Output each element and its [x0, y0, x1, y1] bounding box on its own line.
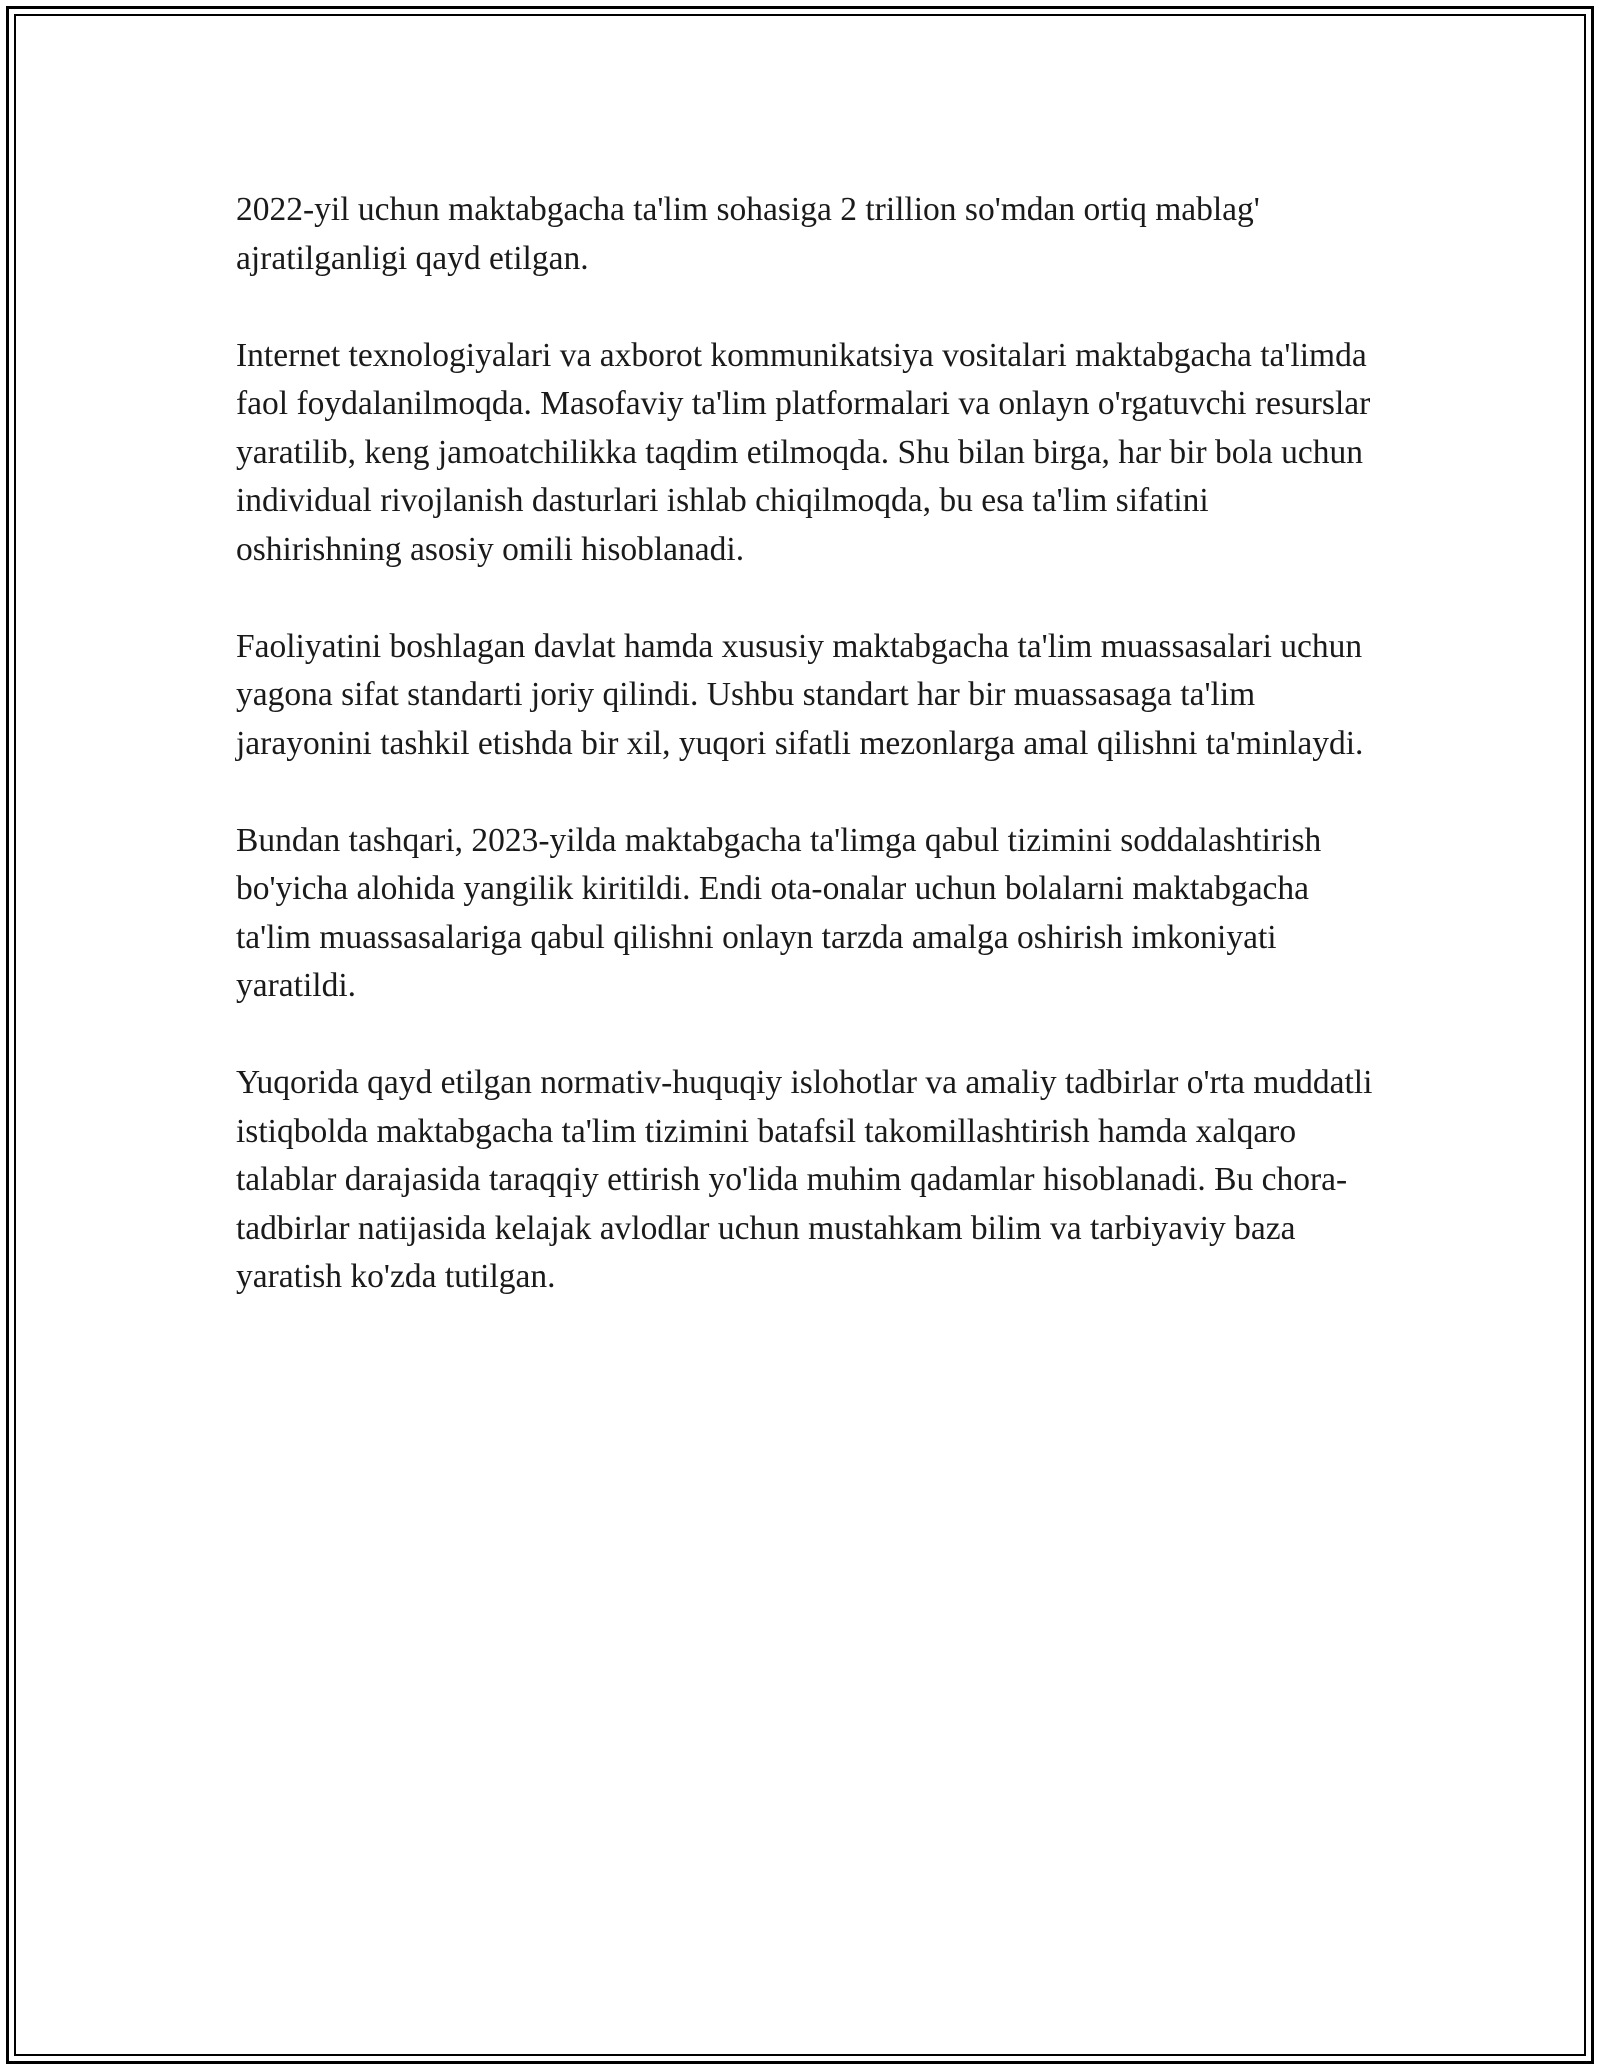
paragraph-2: Internet texnologiyalari va axborot kommunikatsiya vositalari maktabgacha ta'limda faol foydalanilmoqda. Masofaviy ta'lim platformalari va onlayn o'rgatuvchi resurslar yaratilib, keng jamoatchilikka taqdim etilmoqda. Shu bilan birga, har bir bola uchun individual rivojlanish dasturlari ishlab chiqilmoqda, bu esa ta'lim sifatini oshirishning asosiy omili hisoblanadi. — [236, 336, 1371, 568]
paragraph-4: Bundan tashqari, 2023-yilda maktabgacha ta'limga qabul tizimini soddalashtirish bo'yicha alohida yangilik kiritildi. Endi ota-onalar uchun bolalarni maktabgacha ta'lim muassasalariga qabul qilishni onlayn tarzda amalga oshirish imkoniyati yaratildi. — [236, 821, 1322, 1004]
paragraph-3: Faoliyatini boshlagan davlat hamda xususiy maktabgacha ta'lim muassasalari uchun yagona sifat standarti joriy qilindi. Ushbu standart har bir muassasaga ta'lim jarayonini tashkil etishda bir xil, yuqori sifatli mezonlarga amal qilishni ta'minlaydi. — [236, 627, 1364, 762]
paragraph-5: Yuqorida qayd etilgan normativ-huquqiy islohotlar va amaliy tadbirlar o'rta muddatli istiqbolda maktabgacha ta'lim tizimini batafsil takomillashtirish hamda xalqaro talablar darajasida taraqqiy ettirish yo'lida muhim qadamlar hisoblanadi. Bu chora-tadbirlar natijasida kelajak avlodlar uchun mustahkam bilim va tarbiyaviy baza yaratish ko'zda tutilgan. — [236, 1064, 1373, 1295]
paragraph-1: 2022-yil uchun maktabgacha ta'lim sohasiga 2 trillion so'mdan ortiq mablag' ajratilganligi qayd etilgan. — [236, 191, 1260, 277]
document-body — [236, 186, 1376, 1350]
